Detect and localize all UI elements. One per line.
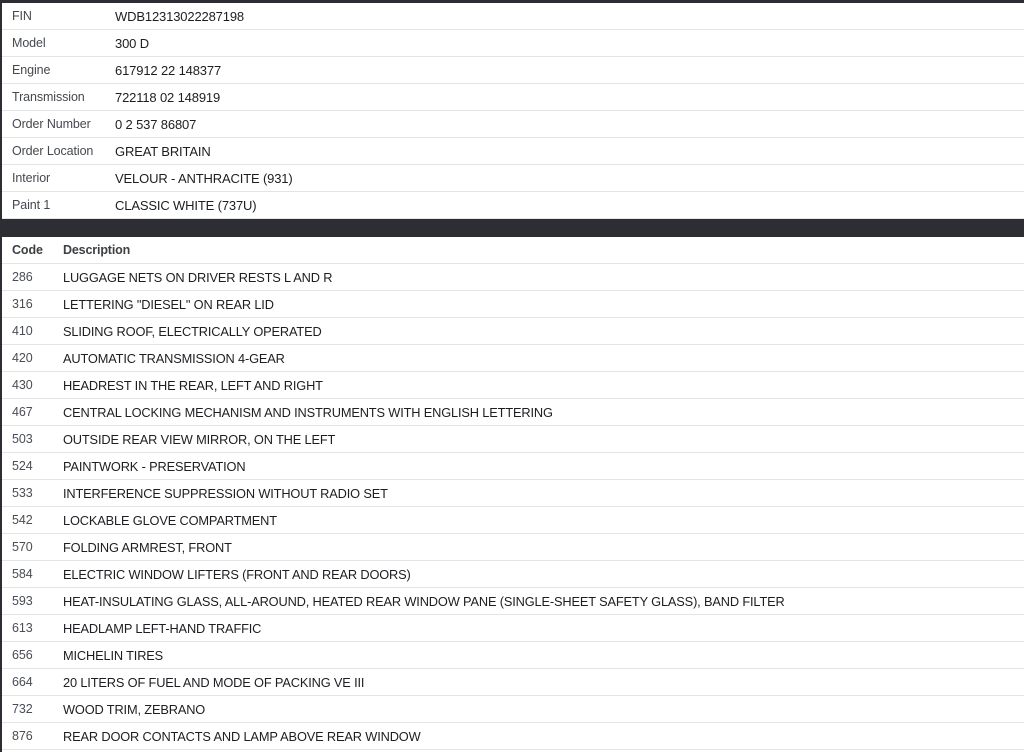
- vehicle-info-label: Interior: [12, 171, 51, 185]
- vehicle-info-row: [2, 165, 1024, 192]
- option-code: 503: [12, 432, 33, 446]
- vehicle-info-value: 300 D: [115, 35, 149, 51]
- option-code: 410: [12, 324, 33, 338]
- option-description: INTERFERENCE SUPPRESSION WITHOUT RADIO SET: [63, 485, 388, 501]
- option-code: 584: [12, 567, 33, 581]
- option-code-row: [2, 561, 1024, 588]
- option-code: 316: [12, 297, 33, 311]
- option-description: WOOD TRIM, ZEBRANO: [63, 701, 206, 717]
- option-description: PAINTWORK - PRESERVATION: [63, 458, 246, 474]
- option-description: LUGGAGE NETS ON DRIVER RESTS L AND R: [63, 269, 333, 285]
- option-code-row: [2, 345, 1024, 372]
- option-description: MICHELIN TIRES: [63, 647, 164, 663]
- option-codes-table: [2, 237, 1024, 750]
- option-description: FOLDING ARMREST, FRONT: [63, 539, 232, 555]
- vehicle-info-row: [2, 192, 1024, 219]
- option-code: 430: [12, 378, 33, 392]
- option-code-row: [2, 723, 1024, 750]
- option-code-row: [2, 615, 1024, 642]
- option-description: CENTRAL LOCKING MECHANISM AND INSTRUMENTS WITH ENGLISH LETTERING: [63, 404, 553, 420]
- option-code: 286: [12, 270, 33, 284]
- option-code-row: [2, 696, 1024, 723]
- option-description: LOCKABLE GLOVE COMPARTMENT: [63, 512, 277, 528]
- option-description: HEADLAMP LEFT-HAND TRAFFIC: [63, 620, 262, 636]
- option-code-row: [2, 318, 1024, 345]
- option-code: 664: [12, 675, 33, 689]
- option-code-row: [2, 588, 1024, 615]
- vehicle-info-row: [2, 3, 1024, 30]
- vehicle-info-value: VELOUR - ANTHRACITE (931): [115, 170, 293, 186]
- option-code-row: [2, 372, 1024, 399]
- option-code-row: [2, 264, 1024, 291]
- option-description: HEADREST IN THE REAR, LEFT AND RIGHT: [63, 377, 323, 393]
- option-code: 570: [12, 540, 33, 554]
- option-code: 533: [12, 486, 33, 500]
- vehicle-info-value: CLASSIC WHITE (737U): [115, 197, 257, 213]
- vehicle-info-value: 617912 22 148377: [115, 62, 222, 78]
- option-description: REAR DOOR CONTACTS AND LAMP ABOVE REAR WINDOW: [63, 728, 421, 744]
- option-code: 876: [12, 729, 33, 743]
- code-column-header: Code: [12, 243, 43, 257]
- vehicle-info-row: [2, 138, 1024, 165]
- option-description: ELECTRIC WINDOW LIFTERS (FRONT AND REAR DOORS): [63, 566, 411, 582]
- option-code-row: [2, 480, 1024, 507]
- option-code-row: [2, 534, 1024, 561]
- option-code: 524: [12, 459, 33, 473]
- vehicle-info-table: [2, 3, 1024, 219]
- option-code: 420: [12, 351, 33, 365]
- option-code-row: [2, 453, 1024, 480]
- vehicle-info-value: WDB12313022287198: [115, 8, 244, 24]
- vehicle-info-value: 0 2 537 86807: [115, 116, 197, 132]
- vehicle-info-label: Order Location: [12, 144, 94, 158]
- vehicle-info-row: [2, 84, 1024, 111]
- option-code-row: [2, 426, 1024, 453]
- option-description: OUTSIDE REAR VIEW MIRROR, ON THE LEFT: [63, 431, 336, 447]
- option-code: 656: [12, 648, 33, 662]
- option-code: 593: [12, 594, 33, 608]
- option-codes-header-row: [2, 237, 1024, 264]
- option-code: 613: [12, 621, 33, 635]
- option-code-row: [2, 642, 1024, 669]
- option-code: 542: [12, 513, 33, 527]
- option-description: 20 LITERS OF FUEL AND MODE OF PACKING VE III: [63, 674, 365, 690]
- vehicle-info-label: Order Number: [12, 117, 91, 131]
- option-code-row: [2, 507, 1024, 534]
- option-description: LETTERING "DIESEL" ON REAR LID: [63, 296, 274, 312]
- vehicle-info-value: GREAT BRITAIN: [115, 143, 211, 159]
- vehicle-info-row: [2, 111, 1024, 138]
- option-description: HEAT-INSULATING GLASS, ALL-AROUND, HEATED REAR WINDOW PANE (SINGLE-SHEET SAFETY GLASS), BAND FILTER: [63, 593, 785, 609]
- vehicle-info-label: Paint 1: [12, 198, 51, 212]
- option-code-row: [2, 669, 1024, 696]
- vehicle-info-label: Engine: [12, 63, 51, 77]
- option-code-row: [2, 291, 1024, 318]
- option-code: 467: [12, 405, 33, 419]
- description-column-header: Description: [63, 243, 131, 257]
- vehicle-info-label: Model: [12, 36, 46, 50]
- option-code-row: [2, 399, 1024, 426]
- vehicle-info-label: FIN: [12, 9, 32, 23]
- option-description: AUTOMATIC TRANSMISSION 4-GEAR: [63, 350, 285, 366]
- vehicle-info-row: [2, 57, 1024, 84]
- option-code: 732: [12, 702, 33, 716]
- section-separator: [0, 219, 1024, 237]
- vehicle-info-row: [2, 30, 1024, 57]
- vehicle-info-label: Transmission: [12, 90, 85, 104]
- option-description: SLIDING ROOF, ELECTRICALLY OPERATED: [63, 323, 322, 339]
- vehicle-info-value: 722118 02 148919: [115, 89, 221, 105]
